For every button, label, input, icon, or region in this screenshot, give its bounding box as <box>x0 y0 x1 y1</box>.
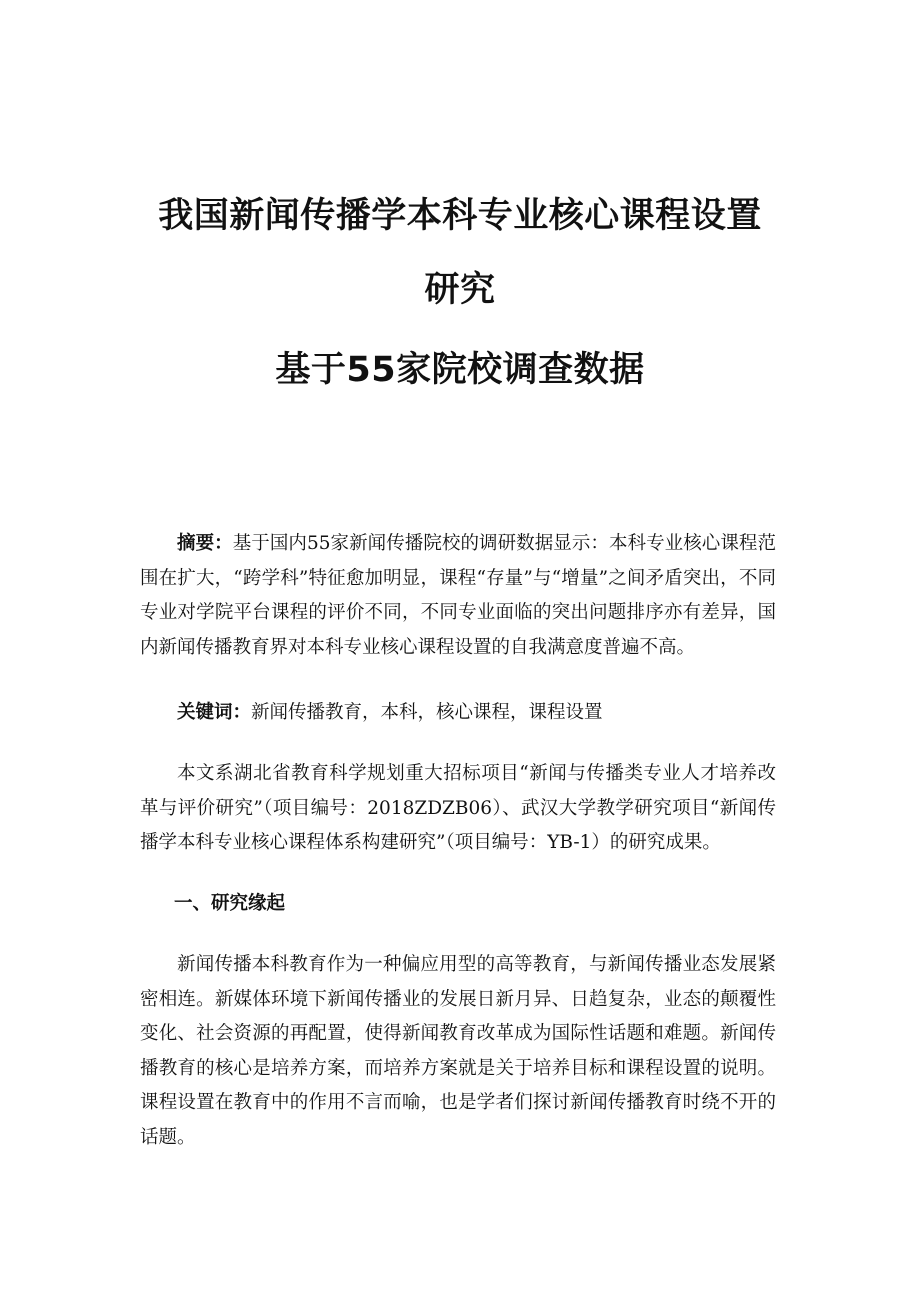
paper-subtitle: 基于55家院校调查数据 <box>275 350 645 390</box>
keywords-text: 新闻传播教育，本科，核心课程，课程设置 <box>251 702 603 723</box>
funding-note: 本文系湖北省教育科学规划重大招标项目“新闻与传播类专业人才培养改革与评价研究”（项目编号：2018ZDZB06）、武汉大学教学研究项目“新闻传播学本科专业核心课程体系构建研究”（项目编号：YB-1）的研究成果。 <box>140 763 776 853</box>
paper-title-line-2: 研究 <box>424 270 496 310</box>
abstract-paragraph <box>140 527 776 665</box>
keywords-label: 关键词： <box>177 702 252 723</box>
paper-title-line-1: 我国新闻传播学本科专业核心课程设置 <box>158 196 762 236</box>
section-heading: 一、研究缘起 <box>174 893 286 914</box>
keywords-paragraph <box>140 696 776 731</box>
abstract-label: 摘要： <box>177 533 233 554</box>
section-body-paragraph: 新闻传播本科教育作为一种偏应用型的高等教育，与新闻传播业态发展紧密相连。新媒体环境下新闻传播业的发展日新月异、日趋复杂，业态的颠覆性变化、社会资源的再配置，使得新闻教育改革成为国际性话题和难题。新闻传播教育的核心是培养方案，而培养方案就是关于培养目标和课程设置的说明。课程设置在教育中的作用不言而喻，也是学者们探讨新闻传播教育时绕不开的话题。 <box>140 954 776 1148</box>
abstract-text: 基于国内55家新闻传播院校的调研数据显示：本科专业核心课程范围在扩大，“跨学科”特征愈加明显，课程“存量”与“增量”之间矛盾突出，不同专业对学院平台课程的评价不同，不同专业面临的突出问题排序亦有差异，国内新闻传播教育界对本科专业核心课程设置的自我满意度普遍不高。 <box>140 533 776 658</box>
